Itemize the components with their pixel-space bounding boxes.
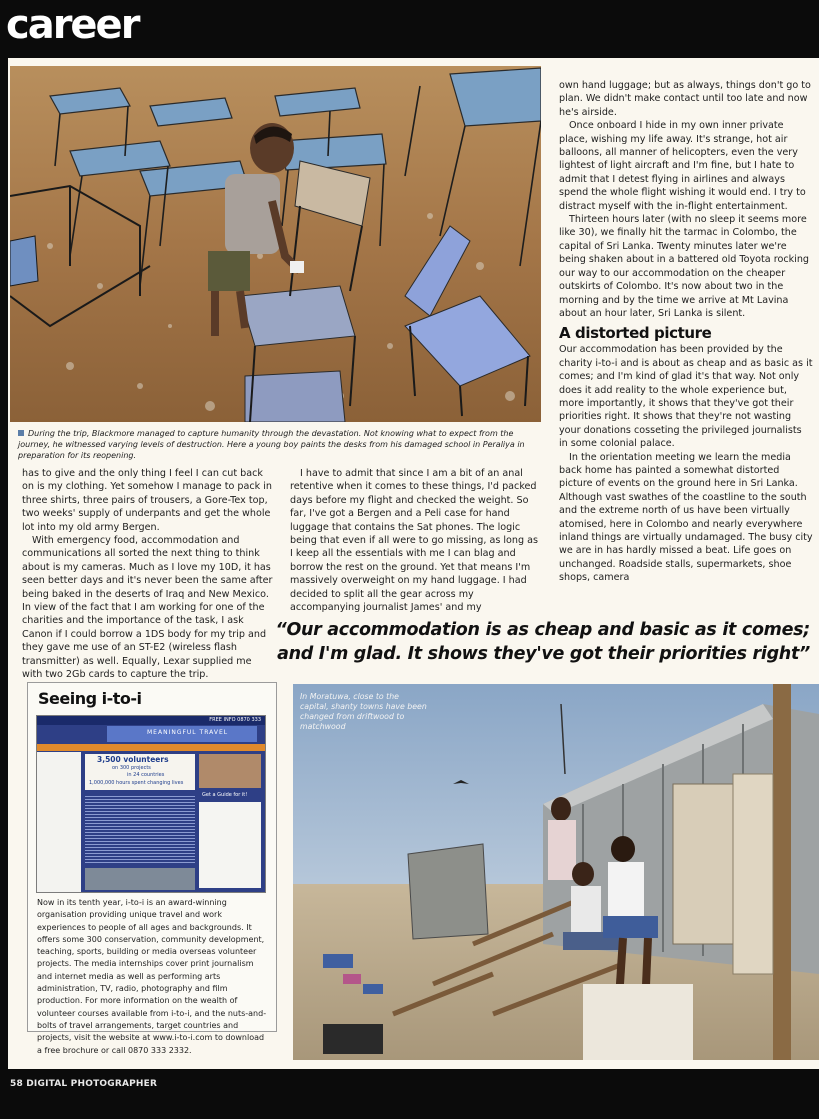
site-text-block — [85, 794, 195, 864]
bottom-photo-caption: In Moratuwa, close to the capital, shanty towns have been changed from driftwood to matchwood — [300, 692, 427, 731]
pull-quote-line: “Our accommodation is as cheap and basic as it comes; — [275, 620, 810, 640]
website-screenshot — [36, 715, 266, 893]
paragraph: Once onboard I hide in my own inner private place, wishing my life away. It's strange, hot air balloons, all manner of helicopters, even the very lightest of light aircraft and I'm fine, but I hate to admit that I detest flying in airlines and always spend the whole flight wishing it would end. I try to distract myself with the in-flight entertainment. — [559, 120, 806, 212]
site-nav-bar — [37, 744, 265, 751]
section-header: career — [6, 2, 139, 48]
article-column-1 — [22, 467, 274, 682]
sidebar-body: Now in its tenth year, i-to-i is an award-winning organisation providing unique travel and work experiences to people of all ages and backgrounds. It offers some 300 conservation, community development, teaching, sports, building or media overseas volunteer projects. The media internships cover print journalism and internet media as well as performing arts administration, TV, radio, photography and film production. For more information on the wealth of volunteer courses available from i-to-i, and the nuts-and-bolts of travel arrangements, target countries and projects, visit the website at www.i-to-i.com to download a free brochure or call 0870 333 2332. — [37, 898, 267, 1055]
site-sub2: in 24 countries — [127, 772, 165, 778]
page-folio: 58 DIGITAL PHOTOGRAPHER — [10, 1079, 158, 1089]
top-photo — [10, 66, 541, 422]
site-left-nav — [37, 752, 81, 892]
caption-marker-icon — [18, 430, 24, 436]
site-banner-text: MEANINGFUL TRAVEL — [147, 729, 229, 736]
paragraph: own hand luggage; but as always, things don't go to plan. We didn't make contact until too late and now he's airside. — [559, 80, 811, 118]
bottom-photo — [293, 684, 819, 1060]
site-side-label: Get a Guide for it! — [202, 792, 248, 798]
pull-quote-line: and I'm glad. It shows they've got their priorities right” — [277, 644, 810, 664]
paragraph: Thirteen hours later (with no sleep it seems more like 30), we finally hit the tarmac in Colombo, the capital of Sri Lanka. Twenty minutes later we're being shaken about in a battered old Toyota rocking our way to our accommodation on the cheaper outskirts of Colombo. It's now about two in the morning and by the time we arrive at Mt Lavina about an hour later, Sri Lanka is silent. — [559, 214, 809, 319]
paragraph: has to give and the only thing I feel I can cut back on is my clothing. Yet somehow I manage to pack in three shirts, three pairs of trousers, a Gore-Tex top, two weeks' supply of underpants and get the whole lot into my old army Bergen. — [22, 468, 273, 533]
site-right-panel — [199, 802, 261, 888]
article-column-3 — [559, 79, 813, 585]
site-headline: 3,500 volunteers — [97, 755, 169, 764]
site-bottom-photo — [85, 868, 195, 890]
subheading: A distorted picture — [559, 324, 712, 343]
paragraph: With emergency food, accommodation and communications all sorted the next thing to think about is my cameras. Much as I love my 10D, it has seen better days and it's never been the same after being baked in the deserts of Iraq and New Mexico. In view of the fact that I am working for one of the charities and the importance of the task, I ask Canon if I could borrow a 1DS body for my trip and they gave me use of an ST-E2 (wireless flash transmitter) as well. Equally, Lexar supplied me with two 2Gb cards to capture the trip. — [22, 535, 273, 681]
pull-quote — [260, 618, 810, 666]
paragraph: In the orientation meeting we learn the media back home has painted a somewhat distorted picture of events on the ground here in Sri Lanka. Although vast swathes of the coastline to the south and the extreme north of us have been virtually atomised, here in Colombo and nearly everywhere inland things are virtually undamaged. The busy city we are in has hardly missed a beat. Life goes on unchanged. Roadside stalls, supermarkets, shoe shops, camera — [559, 451, 813, 584]
site-badge: FREE INFO 0870 333 — [209, 717, 261, 723]
article-column-2 — [290, 467, 542, 614]
paragraph: I have to admit that since I am a bit of an anal retentive when it comes to these things, I'd packed days before my flight and checked the weight. So far, I've got a Bergen and a Peli case for hand luggage that contains the Sat phones. The logic being that even if all were to go missing, as long as I keep all the essentials with me I can blag and borrow the rest on the ground. Yet that means I'm massively overweight on my hand luggage. I had decided to split all the gear across my accompanying journalist James' and my — [290, 468, 538, 614]
sidebar-title: Seeing i-to-i — [38, 689, 142, 708]
site-photo — [199, 754, 261, 788]
top-photo-caption: During the trip, Blackmore managed to capture humanity through the devastation. Not knowing what to expect from the journey, he witnessed varying levels of destruction. Here a young boy paints the desks from his damaged school in Peraliya in preparation for its reopening. — [18, 429, 525, 460]
paragraph: Our accommodation has been provided by the charity i-to-i and is about as cheap and as basic as it comes; and I'm kind of glad it's that way. Not only does it add reality to the whole experience but, more importantly, it shows that they've got their priorities right. It shows that they're not wasting your donations cosseting the privileged journalists in some colonial palace. — [559, 344, 813, 450]
site-stat: 1,000,000 hours spent changing lives — [89, 780, 184, 786]
sidebar-box — [27, 682, 277, 1055]
site-sub1: on 300 projects — [112, 765, 151, 771]
